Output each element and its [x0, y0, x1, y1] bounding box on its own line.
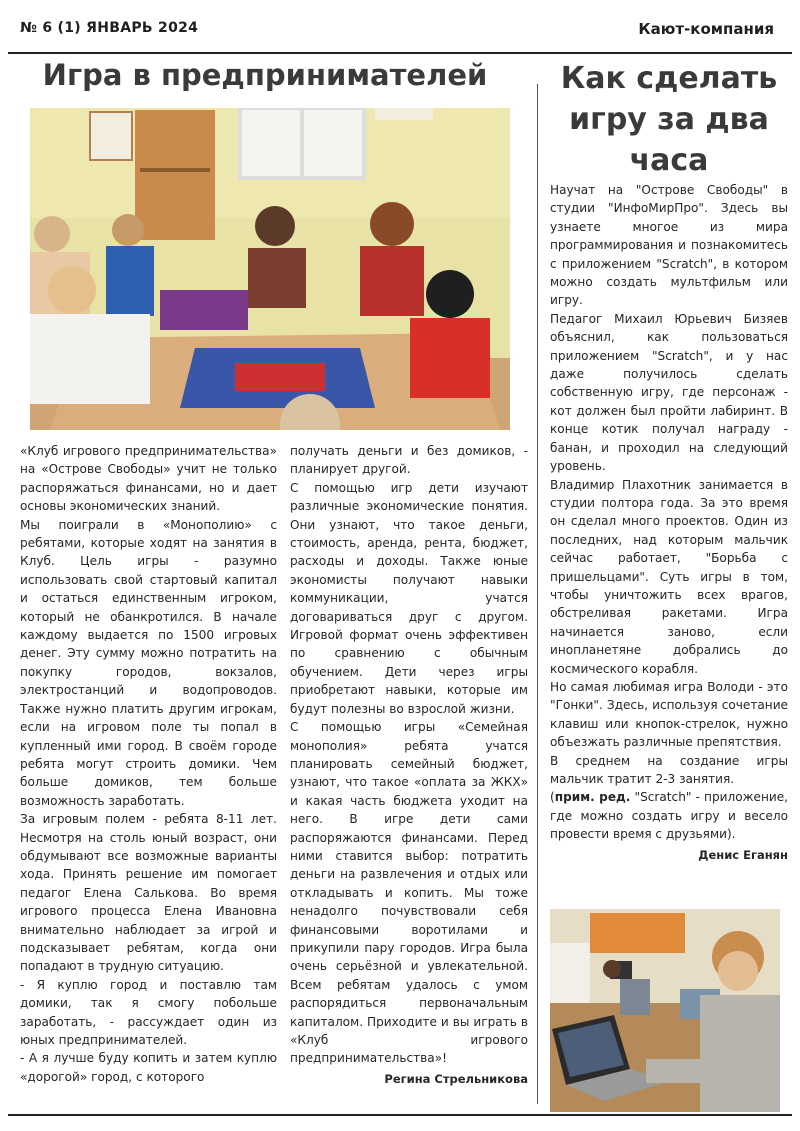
article2-paragraph: Научат на "Острове Свободы" в студии "ИнфоМирПро". Здесь вы узнаете многое из мира программирования и познакомитесь с приложением "Scratch", в котором можно создать мультфильм или игру.: [550, 183, 788, 308]
article1-author: Регина Стрельникова: [384, 1071, 528, 1086]
editor-note-text: "Scratch" - приложение, где можно создать игру и весело провести время с друзьями).: [550, 790, 788, 842]
article2-photo: [550, 909, 780, 1112]
article2-author: Денис Еганян: [698, 847, 788, 862]
section-name: Кают-компания: [638, 20, 774, 38]
article2-paragraph: Педагог Михаил Юрьевич Бизяев объяснил, как пользоваться приложением "Scratch", и у нас даже получилось сделать собственную игру, где персонаж - кот должен был пройти лабиринт. В конце котик получал награду - банан, и проходил на следующий уровень.: [550, 311, 788, 474]
article1-paragraph: С помощью игр дети изучают различные экономические понятия. Они узнают, что такое деньги, стоимость, аренда, рента, бюджет, расходы и доходы. Также юные экономисты получают навыки коммуникации, учатся договариваться друг с другом. Игровой формат очень эффективен по сравнению с обычным обучением. Дети через игры приобретают навыки, которые им будут полезны во взрослой жизни.: [290, 480, 528, 716]
issue-info: № 6 (1) ЯНВАРЬ 2024: [20, 20, 199, 36]
editor-note-label: прим. ред.: [554, 790, 631, 805]
article1-photo: [30, 108, 510, 430]
article1-column-1: [20, 442, 277, 1086]
header-divider: [8, 52, 792, 54]
article1-paragraph: С помощью игры «Семейная монополия» ребята учатся планировать семейный бюджет, узнают, что такое «оплата за ЖКХ» и какая часть бюджета уходит на него. В игре дети сами распоряжаются финансами. Перед ними ставится выбор: потратить деньги на развлечения и отдых или откладывать и копить. Мы тоже ненадолго почувствовали себя финансовыми воротилами и прикупили пару городов. Игра была очень серьёзной и увлекательной. Всем ребятам удалось с умом распорядиться первоначальным капиталом. Приходите и вы играть в «Клуб игрового предпринимательства»!: [290, 720, 528, 1066]
article1-paragraph: За игровым полем - ребята 8-11 лет. Несмотря на столь юный возраст, они обдумывают все возможные варианты хода. Принять решение им помогает педагог Елена Салькова. Во время игрового процесса Елена Ивановна внимательно наблюдает за игрой и подсказывает ребятам, когда они попадают в трудную ситуацию.: [20, 812, 277, 974]
article1-paragraph: - А я лучше буду копить и затем куплю «дорогой» город, с которого: [20, 1051, 277, 1084]
article2-title: Как сделать игру за два часа: [560, 61, 778, 178]
footer-divider: [8, 1114, 792, 1116]
article2-paragraph: В среднем на создание игры мальчик тратит 2-3 занятия.: [550, 753, 788, 786]
article2-paragraph: Владимир Плахотник занимается в студии полтора года. За это время он сделал много проектов. Один из последних, над которым мальчик сейчас работает, "Борьба с пришельцами". Суть игры в том, чтобы уничтожить всех врагов, обстреливая ракетами. Игра начинается заново, если инопланетяне добрались до космического корабля.: [550, 477, 788, 676]
column-divider: [537, 84, 538, 1104]
article1-paragraph: Мы поиграли в «Монополию» с ребятами, которые ходят на занятия в Клуб. Цель игры - разумно использовать свой стартовый капитал и остаться единственным игроком, который не обанкротился. В начале каждому выдается по 1500 игровых денег. Эту сумму можно потратить на покупку городов, вокзалов, электростанций и водопроводов. Также нужно платить другим игрокам, если на игровом поле ты попал в купленный ими город. В своём городе ребята могут строить домики. Чем больше домиков, тем больше возможность заработать.: [20, 517, 277, 808]
article2-paragraph: Но самая любимая игра Володи - это "Гонки". Здесь, используя сочетание клавиш или кнопок-стрелок, нужно объезжать различные препятствия.: [550, 679, 788, 750]
editor-note-open: (: [550, 790, 555, 805]
article1-paragraph: «Клуб игрового предпринимательства» на «Острове Свободы» учит не только распоряжаться финансами, но и дает основы экономических знаний.: [20, 444, 277, 514]
article1-column-2: [290, 442, 528, 1088]
article1-paragraph: - Я куплю город и поставлю там домики, так я смогу побольше заработать, - рассуждает один из юных предпринимателей.: [20, 977, 277, 1047]
article1-title: Игра в предпринимателей: [42, 58, 488, 92]
editor-note: [550, 788, 788, 843]
article1-paragraph: получать деньги и без домиков, - планирует другой.: [290, 444, 528, 477]
article2-column: [550, 181, 788, 864]
